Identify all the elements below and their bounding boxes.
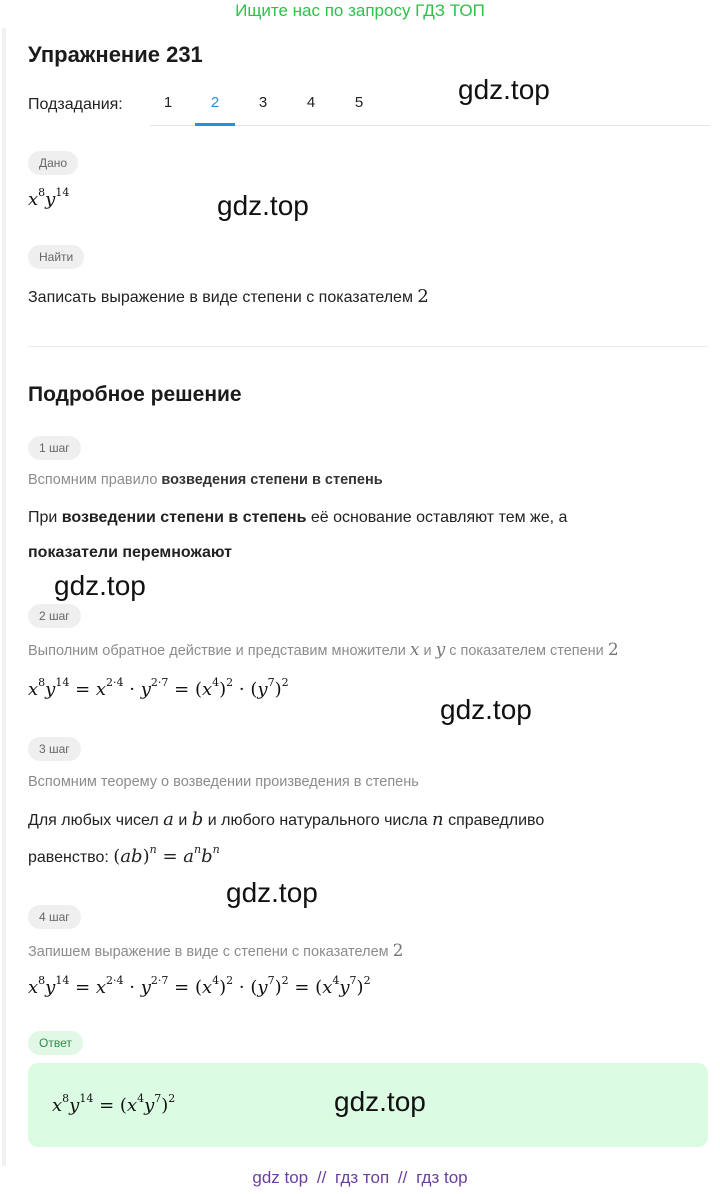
tab-4[interactable]: 4 xyxy=(306,94,316,111)
step-1-intro: Вспомним правило возведения степени в степень xyxy=(28,472,383,488)
subtasks-label: Подзадания: xyxy=(28,96,123,113)
footer-separator: // xyxy=(397,1168,408,1187)
step-3-intro: Вспомним теорему о возведении произведения в степень xyxy=(28,774,419,790)
given-expression: $x^8y^{14}$ xyxy=(28,186,70,210)
step-1-rule-line2: показатели перемножают xyxy=(28,544,232,561)
step-4-badge: 4 шаг xyxy=(28,905,81,929)
footer-link-2[interactable]: гдз топ xyxy=(335,1168,390,1187)
page-title: Упражнение 231 xyxy=(28,42,203,67)
left-rule xyxy=(2,28,6,1166)
watermark: gdz.top xyxy=(226,877,318,908)
footer-separator: // xyxy=(316,1168,327,1187)
step-4-equation: $x^8y^{14} = x^{2\cdot 4} \cdot y^{2\cdot 7} = (x^4)^2 \cdot (y^7)^2 = (x^4y^7)^2$ xyxy=(28,974,371,998)
step-1-rule-line1: При возведении степени в степень её основание оставляют тем же, а xyxy=(28,509,568,526)
step-3-line2: равенство: $(ab)^n = a^nb^n$ xyxy=(28,843,220,867)
tab-2[interactable]: 2 xyxy=(210,94,220,111)
given-badge: Дано xyxy=(28,151,78,175)
find-text: Записать выражение в виде степени с показателем 2 xyxy=(28,286,429,307)
answer-badge: Ответ xyxy=(28,1031,83,1055)
watermark: gdz.top xyxy=(458,74,550,105)
step-1-badge: 1 шаг xyxy=(28,436,81,460)
tab-3[interactable]: 3 xyxy=(258,94,268,111)
footer-link-3[interactable]: гдз top xyxy=(416,1168,468,1187)
watermark: gdz.top xyxy=(217,190,309,221)
step-4-text: Запишем выражение в виде с степени с показателем 2 xyxy=(28,941,404,961)
step-2-badge: 2 шаг xyxy=(28,604,81,628)
step-2-text: Выполним обратное действие и представим множители x и y с показателем степени 2 xyxy=(28,640,619,660)
step-3-line1: Для любых чисел a и b и любого натурального числа n справедливо xyxy=(28,809,545,830)
watermark: gdz.top xyxy=(334,1086,426,1117)
footer-links xyxy=(0,1168,720,1188)
answer-expression: $x^8y^{14} = (x^4y^7)^2$ xyxy=(52,1092,176,1116)
step-2-equation: $x^8y^{14} = x^{2\cdot 4} \cdot y^{2\cdot 7} = (x^4)^2 \cdot (y^7)^2$ xyxy=(28,676,289,700)
find-badge: Найти xyxy=(28,245,84,269)
footer-link-1[interactable]: gdz top xyxy=(252,1168,309,1187)
section-divider xyxy=(28,346,708,347)
tab-5[interactable]: 5 xyxy=(354,94,364,111)
solution-heading: Подробное решение xyxy=(28,383,242,406)
step-3-badge: 3 шаг xyxy=(28,737,81,761)
watermark: gdz.top xyxy=(440,694,532,725)
top-banner: Ищите нас по запросу ГДЗ ТОП xyxy=(235,1,485,20)
tab-1[interactable]: 1 xyxy=(163,94,173,111)
watermark: gdz.top xyxy=(54,570,146,601)
active-tab-indicator xyxy=(195,123,235,126)
